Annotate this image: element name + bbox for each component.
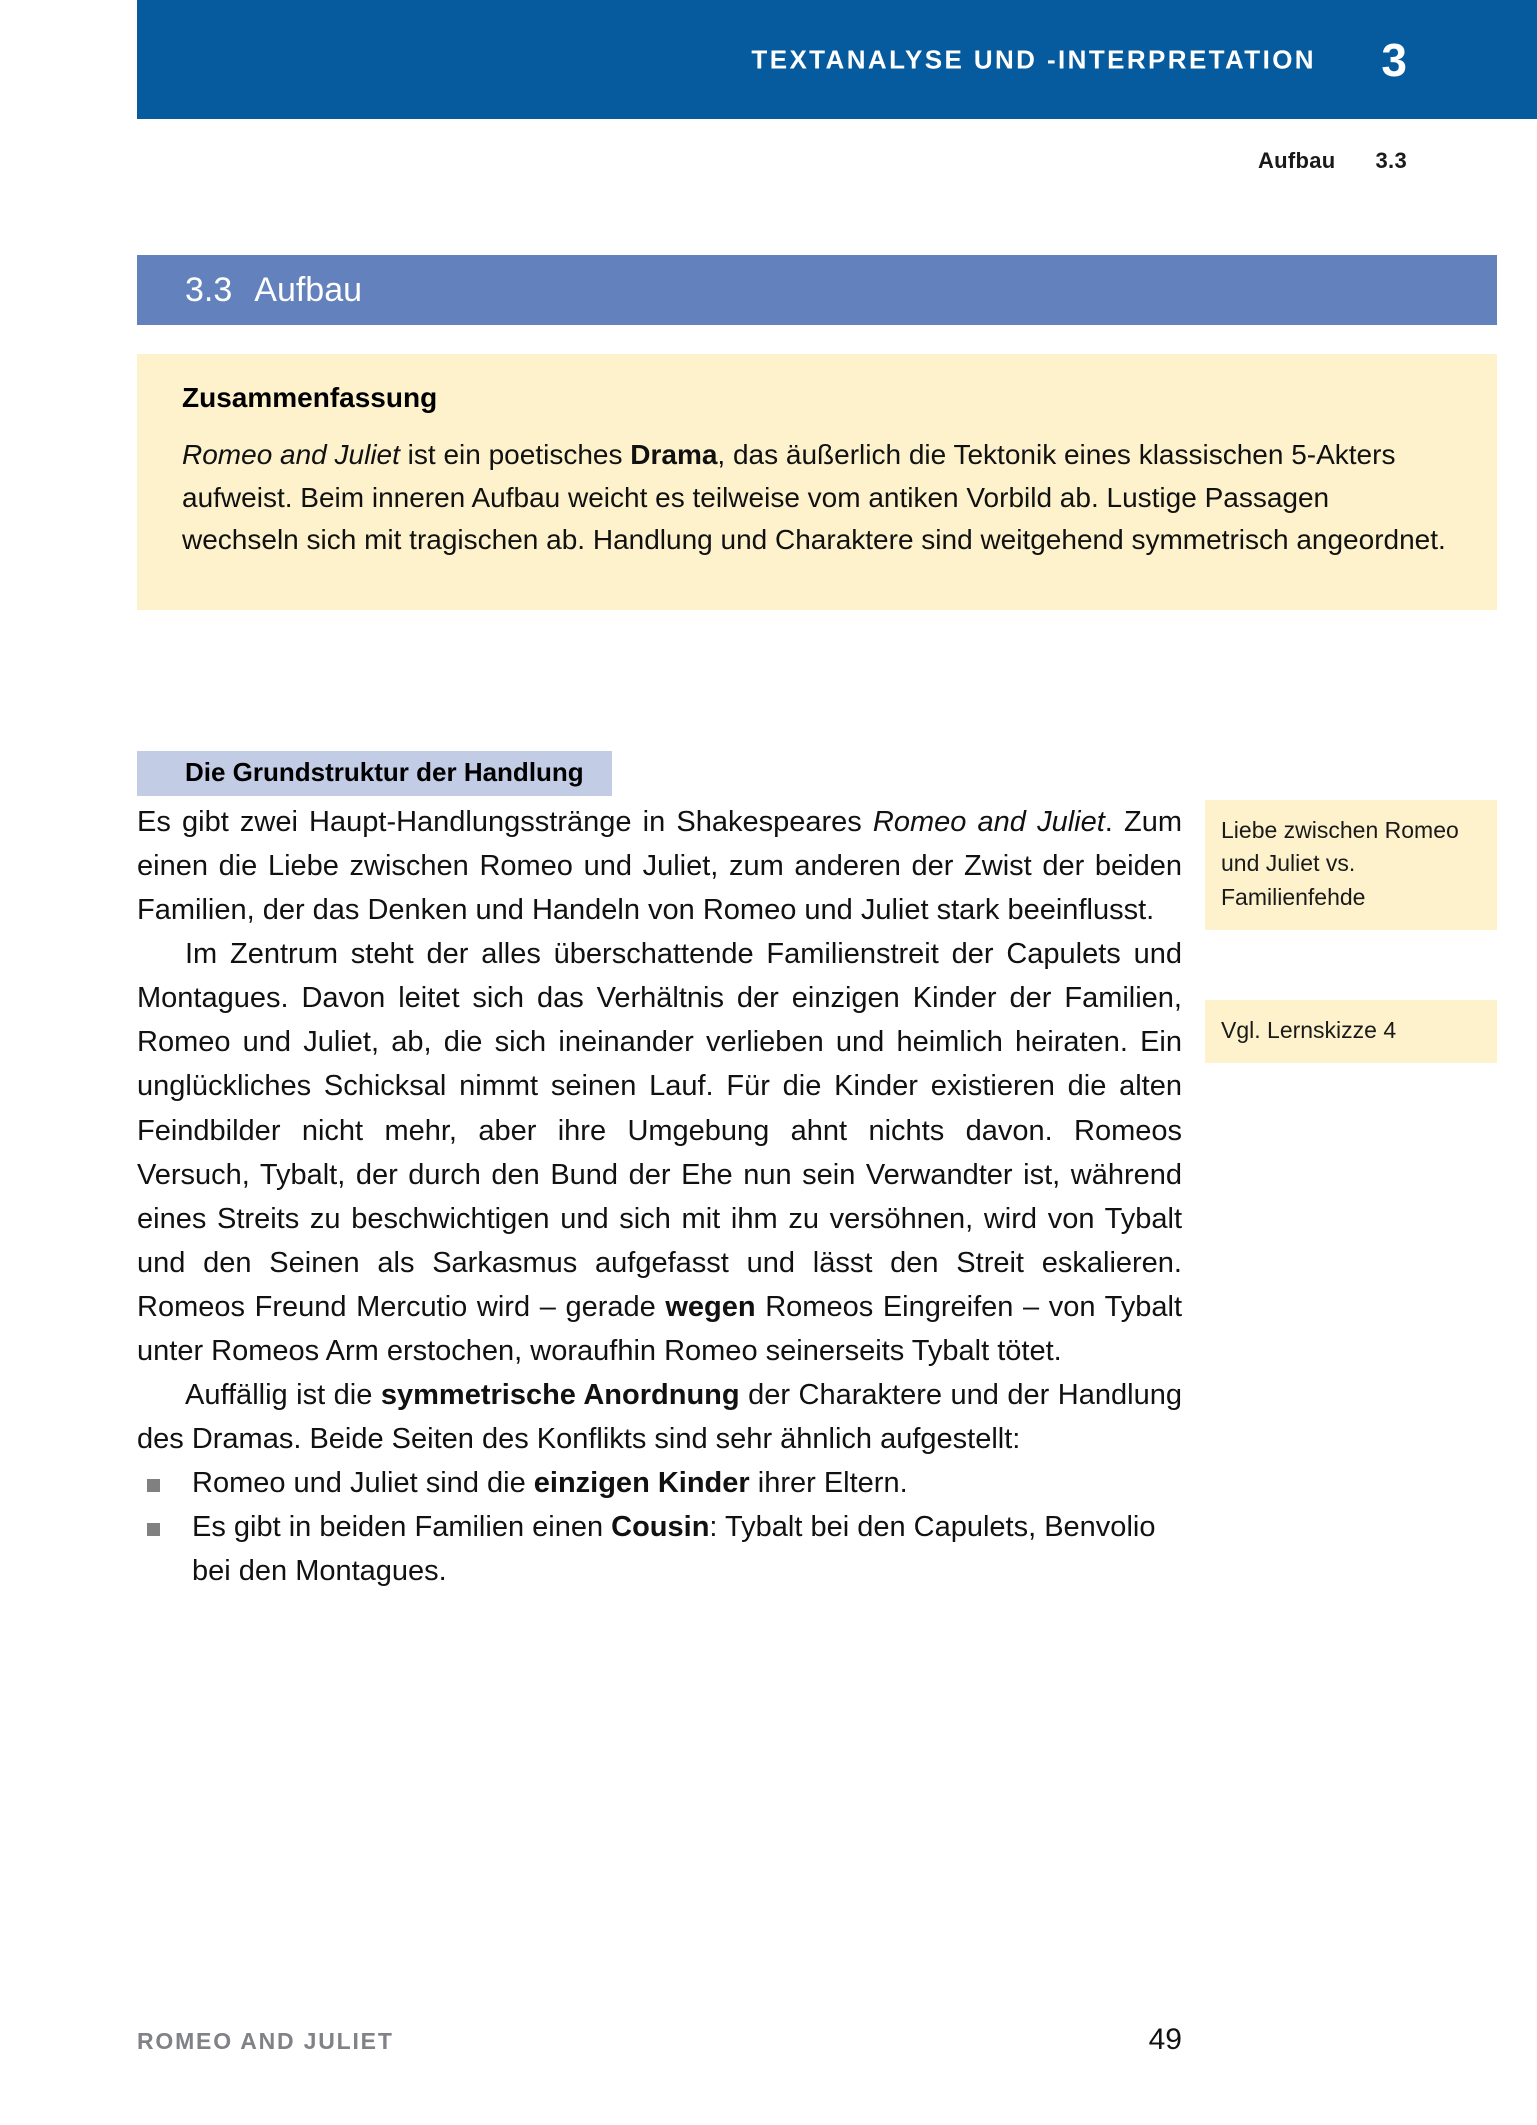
body-text-column (137, 800, 1182, 1593)
summary-text: Romeo and Juliet ist ein poetisches Drama, das äußerlich die Tektonik eines klassischen 5-Akters aufweist. Beim inneren Aufbau weicht es teilweise vom antiken Vorbild ab. Lustige Passagen wechseln sich mit tragischen ab. Handlung und Charaktere sind weitgehend symmetrisch angeordnet. (182, 439, 1446, 556)
square-bullet-icon (147, 1479, 160, 1492)
list-item (137, 1461, 1182, 1505)
list-item-text: Es gibt in beiden Familien einen Cousin: Tybalt bei den Capulets, Benvolio bei den Montagues. (192, 1511, 1156, 1588)
list-item-text: Romeo und Juliet sind die einzigen Kinder ihrer Eltern. (192, 1467, 908, 1500)
running-head (1258, 148, 1407, 174)
symmetry-bullet-list (137, 1461, 1182, 1593)
section-number: 3.3 (185, 270, 233, 309)
running-head-number: 3.3 (1375, 148, 1407, 173)
chapter-header-bar (137, 0, 1537, 119)
chapter-number: 3 (1381, 33, 1407, 86)
body-paragraph: Auffällig ist die symmetrische Anordnung der Charaktere und der Handlung des Dramas. Beide Seiten des Konflikts sind sehr ähnlich aufgestellt: (137, 1379, 1182, 1456)
summary-box (137, 354, 1497, 610)
footer-book-title: ROMEO AND JULIET (137, 2028, 394, 2054)
body-paragraph: Im Zentrum steht der alles überschattende Familienstreit der Capulets und Montagues. Davon leitet sich das Verhältnis der einzigen Kinder der Familien, Romeo und Juliet, ab, die sich ineinander verlieben und heimlich heiraten. Ein unglückliches Schicksal nimmt seinen Lauf. Für die Kinder existieren die alten Feindbilder nicht mehr, aber ihre Umgebung ahnt nichts davon. Romeos Versuch, Tybalt, der durch den Bund der Ehe nun sein Verwandter ist, während eines Streits zu beschwichtigen und sich mit ihm zu versöhnen, wird von Tybalt und den Seinen als Sarkasmus aufgefasst und lässt den Streit eskalieren. Romeos Freund Mercutio wird – gerade wegen Romeos Eingreifen – von Tybalt unter Romeos Arm erstochen, woraufhin Romeo seinerseits Tybalt tötet. (137, 938, 1183, 1367)
chapter-header-title: TEXTANALYSE UND -INTERPRETATION (751, 44, 1316, 74)
running-head-label: Aufbau (1257, 148, 1336, 173)
section-title: Aufbau (254, 270, 363, 309)
list-item (137, 1505, 1182, 1593)
square-bullet-icon (147, 1523, 160, 1536)
section-title-band (137, 255, 1497, 325)
subheading-grundstruktur: Die Grundstruktur der Handlung (137, 751, 612, 796)
footer-page-number: 49 (1148, 2023, 1182, 2056)
page-footer (137, 2023, 1182, 2057)
margin-note: Liebe zwischen Romeo und Juliet vs. Familienfehde (1205, 800, 1497, 930)
summary-heading: Zusammenfassung (182, 382, 438, 413)
body-paragraph: Es gibt zwei Haupt-Handlungsstränge in Shakespeares Romeo and Juliet. Zum einen die Liebe zwischen Romeo und Juliet, zum anderen der Zwist der beiden Familien, der das Denken und Handeln von Romeo und Juliet stark beeinflusst. (137, 806, 1182, 927)
margin-note: Vgl. Lernskizze 4 (1205, 1000, 1497, 1063)
